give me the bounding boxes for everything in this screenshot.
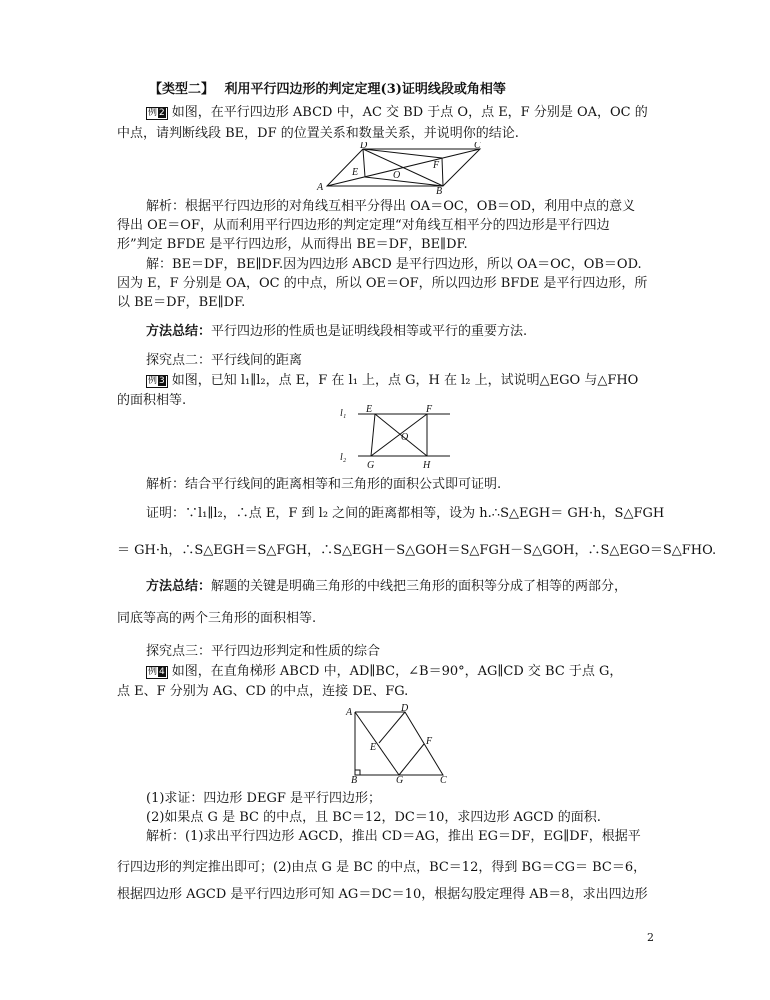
ex3-stem-line1: 例 3 如图，已知 l₁∥l₂，点 E，F 在 l₁ 上，点 G，H 在 l₂ 上，试说明△EGO 与△FHO (148, 373, 639, 388)
ex4-stem-line2: 点 E、F 分别为 AG、CD 的中点，连接 DE、FG. (117, 684, 409, 699)
ex3-stem-line2: 的面积相等. (117, 393, 187, 408)
ex2-solution-line2: 因为 E，F 分别是 OA，OC 的中点，所以 OE＝OF，所以四边形 BFDE 是平行四边形，所 (117, 276, 648, 291)
ex3-parallel-lines-figure (338, 402, 458, 470)
method-summary-2-line2: 同底等高的两个三角形的面积相等. (117, 611, 317, 626)
segment-bf (442, 158, 443, 186)
ex4-analysis-line1: 解析：(1)求出平行四边形 AGCD，推出 CD＝AG，推出 EG＝DF，EG∥DF，根据平 (146, 829, 641, 844)
ex2-stem-line1: 例 2 如图，在平行四边形 ABCD 中，AC 交 BD 于点 O，点 E，F 分别是 OA，OC 的 (148, 105, 648, 120)
ex2-analysis-line1: 解析：根据平行四边形的对角线互相平分得出 OA＝OC，OB＝OD，利用中点的意义 (146, 199, 636, 214)
segment-df (363, 149, 442, 158)
ex2-solution-line3: 以 BE＝DF，BE∥DF. (117, 295, 246, 310)
label-a: A (317, 182, 324, 193)
type2-tag: 【类型二】 (149, 82, 215, 97)
ex3-proof-line1: 证明：∵l₁∥l₂，∴点 E，F 到 l₂ 之间的距离都相等，设为 h.∴S△EGH＝ GH·h，S△FGH (146, 506, 665, 521)
ex2-analysis-line2: 得出 OE＝OF，从而利用平行四边形的判定定理“对角线互相平分的四边形是平行四边 (117, 218, 610, 233)
ex3-proof-line2: ＝ GH·h，∴S△EGH＝S△FGH，∴S△EGH－S△GOH＝S△FGH－S△GOH，∴S△EGO＝S△FHO. (117, 543, 717, 558)
label-d: D (401, 703, 409, 714)
ex4-badge: 例 4 (146, 666, 168, 679)
label-e: E (366, 404, 373, 415)
label-l1: l₁ (340, 408, 347, 419)
type2-title: 利用平行四边形的判定定理(3)证明线段或角相等 (224, 82, 506, 97)
segment-be (365, 177, 443, 186)
ex2-parallelogram-figure (315, 142, 490, 194)
label-e: E (370, 742, 377, 753)
label-f: F (426, 404, 433, 415)
segment-eg (371, 414, 375, 456)
ex4-question-2: (2)如果点 G 是 BC 的中点，且 BC＝12，DC＝10，求四边形 AGCD 的面积. (146, 810, 601, 825)
label-c: C (440, 775, 447, 785)
explore3-title: 探究点三：平行四边形判定和性质的综合 (146, 644, 381, 659)
label-d: D (360, 142, 368, 151)
ex2-analysis-line3: 形”判定 BFDE 是平行四边形，从而得出 BE＝DF，BE∥DF. (117, 237, 468, 252)
label-o: O (401, 432, 409, 443)
label-l2: l₂ (340, 452, 347, 463)
ex2-solution-line1: 解：BE＝DF，BE∥DF.因为四边形 ABCD 是平行四边形，所以 OA＝OC，OB＝OD. (146, 257, 642, 272)
label-b: B (436, 186, 443, 194)
ex3-analysis: 解析：结合平行线间的距离相等和三角形的面积公式即可证明. (146, 477, 502, 492)
label-b: B (351, 775, 358, 785)
ex4-analysis-line2: 行四边形的判定推出即可；(2)由点 G 是 BC 的中点，BC＝12，得到 BG＝CG＝ BC＝6， (117, 860, 647, 875)
segment-de (379, 712, 405, 743)
ex3-badge: 例 3 (146, 375, 168, 388)
method-summary-1: 方法总结：平行四边形的性质也是证明线段相等或平行的重要方法. (146, 324, 528, 339)
method-summary-2-line1: 方法总结：解题的关键是明确三角形的中线把三角形的面积等分成了相等的两部分， (146, 579, 628, 594)
label-f: F (426, 736, 433, 747)
ex4-stem-line1: 例 4 如图，在直角梯形 ABCD 中，AD∥BC，∠B＝90°，AG∥CD 交 BC 于点 G， (148, 664, 623, 679)
page-number: 2 (647, 931, 654, 944)
label-g: G (396, 775, 404, 785)
label-e: E (352, 167, 359, 178)
segment-gf (399, 744, 424, 775)
label-h: H (423, 460, 431, 470)
label-a: A (346, 707, 353, 718)
ex4-question-1: (1)求证：四边形 DEGF 是平行四边形； (146, 791, 381, 806)
ex4-analysis-line3: 根据四边形 AGCD 是平行四边形可知 AG＝DC＝10，根据勾股定理得 AB＝8，求出四边形 (117, 887, 648, 902)
label-g: G (367, 460, 375, 470)
segment-ag (355, 712, 399, 775)
diagonal-bd (363, 149, 443, 186)
ex2-stem-line2: 中点，请判断线段 BE，DF 的位置关系和数量关系，并说明你的结论. (117, 126, 519, 141)
label-o: O (393, 170, 401, 181)
label-f: F (433, 160, 440, 171)
ex2-badge: 例 2 (146, 107, 168, 120)
segment-de (363, 149, 365, 177)
type2-heading (149, 81, 506, 99)
explore2-title: 探究点二：平行线间的距离 (146, 353, 303, 368)
ex4-trapezoid-figure (343, 703, 453, 785)
label-c: C (474, 142, 481, 151)
